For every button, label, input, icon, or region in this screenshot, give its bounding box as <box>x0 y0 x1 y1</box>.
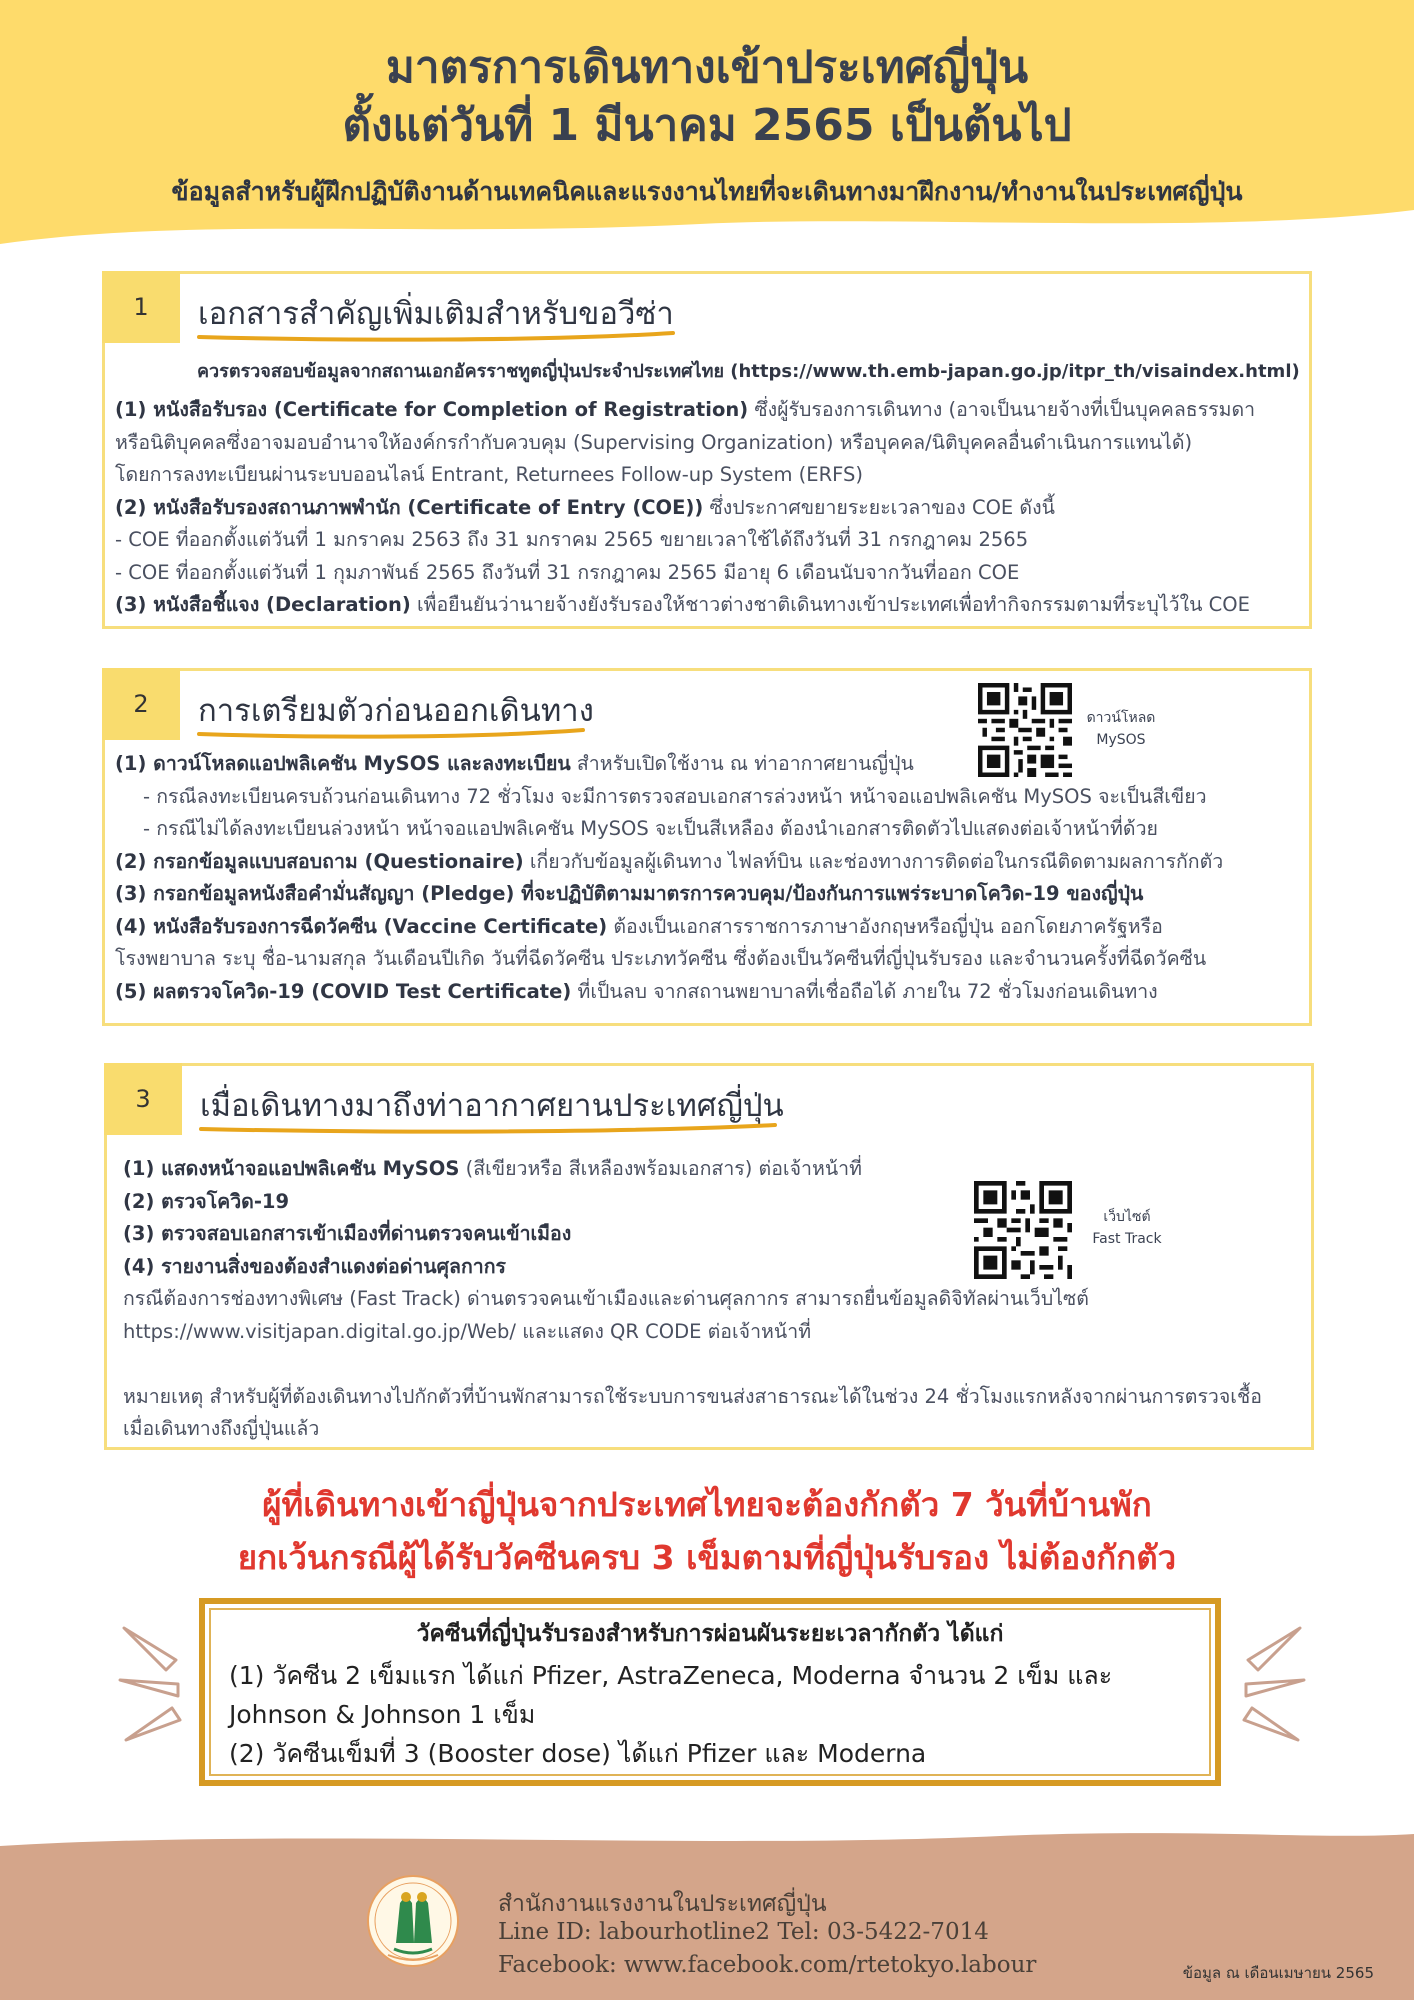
item-vaccine-certificate <box>115 911 1299 944</box>
title-underline <box>197 329 677 343</box>
vaccine-heading: วัคซีนที่ญี่ปุ่นรับรองสำหรับการผ่อนผันระยะเวลากักตัว ได้แก่ <box>416 1621 1004 1647</box>
footer-office-name: สำนักงานแรงงานในประเทศญี่ปุ่น <box>498 1891 827 1917</box>
remark-text: เมื่อเดินทางถึงญี่ปุ่นแล้ว <box>123 1417 320 1440</box>
item-text-line: - COE ที่ออกตั้งแต่วันที่ 1 กุมภาพันธ์ 2565 ถึงวันที่ 31 กรกฎาคม 2565 มีอายุ 6 เดือนนับจากวันที่ออก COE <box>115 560 1020 584</box>
item-heading: (4) หนังสือรับรองการฉีดวัคซีน (Vaccine Certificate) <box>115 914 608 938</box>
item-heading: (2) กรอกข้อมูลแบบสอบถาม (Questionaire) <box>115 849 524 873</box>
item-text: ที่เป็นลบ จากสถานพยาบาลที่เชื่อถือได้ ภายใน 72 ชั่วโมงก่อนเดินทาง <box>571 979 1158 1003</box>
page-title-line1: มาตรการเดินทางเข้าประเทศญี่ปุ่น <box>385 42 1029 93</box>
item-sub-yellow: - กรณีไม่ได้ลงทะเบียนล่วงหน้า หน้าจอแอปพลิเคชัน MySOS จะเป็นสีเหลือง ต้องนำเอกสารติดตัวไปแสดงต่อเจ้าหน้าที่ด้วย <box>143 817 1158 840</box>
item-heading: (3) ตรวจสอบเอกสารเข้าเมืองที่ด่านตรวจคนเข้าเมือง <box>123 1222 572 1245</box>
item-certificate-registration <box>115 394 1299 427</box>
qr-label-line1: ดาวน์โหลด <box>1086 710 1156 726</box>
item-heading: (3) กรอกข้อมูลหนังสือคำมั่นสัญญา (Pledge) ที่จะปฏิบัติตามมาตรการควบคุม/ป้องกันการแพร่ระบาดโควิด-19 ของญี่ปุ่น <box>115 882 1144 905</box>
item-text: ต้องเป็นเอกสารราชการภาษาอังกฤษหรือญี่ปุ่น ออกโดยภาครัฐหรือ <box>607 914 1163 938</box>
item-text-line: โดยการลงทะเบียนผ่านระบบออนไลน์ Entrant, Returnees Follow-up System (ERFS) <box>115 463 863 486</box>
section-title: การเตรียมตัวก่อนออกเดินทาง <box>198 693 594 729</box>
item-heading: (1) หนังสือรับรอง (Certificate for Completion of Registration) <box>115 398 749 421</box>
page-subtitle: ข้อมูลสำหรับผู้ฝึกปฏิบัติงานด้านเทคนิคและแรงงานไทยที่จะเดินทางมาฝึกงาน/ทำงานในประเทศญี่ปุ่น <box>171 177 1243 206</box>
item-text-line: หรือนิติบุคคลซึ่งอาจมอบอำนาจให้องค์กรกำกับควบคุม (Supervising Organization) หรือบุคคล/นิติบุคคลอื่นดำเนินการแทนได้) <box>115 430 1193 454</box>
item-heading: (4) รายงานสิ่งของต้องสำแดงต่อด่านศุลกากร <box>123 1254 507 1278</box>
item-declaration <box>115 589 1299 622</box>
item-covid-check <box>123 1186 1301 1219</box>
section-body <box>115 748 1299 1008</box>
item-text: (สีเขียวหรือ สีเหลืองพร้อมเอกสาร) ต่อเจ้าหน้าที่ <box>459 1157 862 1180</box>
item-download-mysos <box>115 748 1299 781</box>
item-sub-green: - กรณีลงทะเบียนครบถ้วนก่อนเดินทาง 72 ชั่วโมง จะมีการตรวจสอบเอกสารล่วงหน้า หน้าจอแอปพลิเคชัน MySOS จะเป็นสีเขียว <box>143 784 1207 808</box>
item-text: เกี่ยวกับข้อมูลผู้เดินทาง ไฟลท์บิน และช่องทางการติดต่อในกรณีติดตามผลการกักตัว <box>523 849 1224 873</box>
item-heading: (2) หนังสือรับรองสถานภาพพำนัก (Certificate of Entry (COE)) <box>115 495 704 519</box>
mysos-qr-label <box>1086 707 1156 751</box>
section-visa-documents <box>102 271 1312 629</box>
item-text: ซึ่งประกาศขยายระยะเวลาของ COE ดังนี้ <box>703 495 1055 519</box>
item-covid-test <box>115 976 1299 1009</box>
item-text-line: โรงพยาบาล ระบุ ชื่อ-นามสกุล วันเดือนปีเกิด วันที่ฉีดวัคซีน ประเภทวัคซีน ซึ่งต้องเป็นวัคซีนที่ญี่ปุ่นรับรอง และจำนวนครั้งที่ฉีดวัคซีน <box>115 947 1207 970</box>
qr-label-line1: เว็บไซต์ <box>1103 1209 1151 1225</box>
vaccine-line: (2) วัคซีนเข็มที่ 3 (Booster dose) ได้แก่ Pfizer และ Moderna <box>229 1739 927 1768</box>
quarantine-notice-line1: ผู้ที่เดินทางเข้าญี่ปุ่นจากประเทศไทยจะต้องกักตัว 7 วันที่บ้านพัก <box>262 1485 1152 1524</box>
burst-decoration-left <box>118 1622 204 1752</box>
section-number: 2 <box>102 668 180 740</box>
item-pledge <box>115 878 1299 911</box>
quarantine-notice-line2: ยกเว้นกรณีผู้ได้รับวัคซีนครบ 3 เข็มตามที่ญี่ปุ่นรับรอง ไม่ต้องกักตัว <box>237 1538 1177 1577</box>
footer-date-note: ข้อมูล ณ เดือนเมษายน 2565 <box>1182 1964 1374 1982</box>
item-heading: (1) แสดงหน้าจอแอปพลิเคชัน MySOS <box>123 1157 460 1180</box>
section-arrival <box>104 1063 1314 1450</box>
section-preparation <box>102 668 1312 1026</box>
embassy-note: ควรตรวจสอบข้อมูลจากสถานเอกอัครราชทูตญี่ปุ่นประจำประเทศไทย (https://www.th.emb-japan.go.jp/itpr_th/visaindex.html) <box>197 361 1300 382</box>
item-text: สำหรับเปิดใช้งาน ณ ท่าอากาศยานญี่ปุ่น <box>570 752 914 775</box>
section-number: 1 <box>102 271 180 343</box>
vaccine-list-box <box>199 1598 1221 1786</box>
item-show-mysos <box>123 1153 1301 1186</box>
qr-label-line2: Fast Track <box>1092 1231 1162 1247</box>
item-coe <box>115 492 1299 525</box>
footer-contact: Line ID: labourhotline2 Tel: 03-5422-7014 <box>498 1919 989 1945</box>
title-underline <box>199 1121 779 1135</box>
department-seal-icon <box>366 1873 460 1969</box>
vaccine-line: (1) วัคซีน 2 เข็มแรก ได้แก่ Pfizer, AstraZeneca, Moderna จำนวน 2 เข็ม และ <box>229 1661 1113 1690</box>
item-heading: (3) หนังสือชี้แจง (Declaration) <box>115 593 411 616</box>
item-questionnaire <box>115 846 1299 879</box>
section-number: 3 <box>104 1063 182 1135</box>
title-underline <box>197 726 587 740</box>
item-text-line: - COE ที่ออกตั้งแต่วันที่ 1 มกราคม 2563 ถึง 31 มกราคม 2565 ขยายเวลาใช้ได้ถึงวันที่ 31 กรกฎาคม 2565 <box>115 528 1029 551</box>
vaccine-line: Johnson & Johnson 1 เข็ม <box>229 1700 536 1729</box>
item-text: เพื่อยืนยันว่านายจ้างยังรับรองให้ชาวต่างชาติเดินทางเข้าประเทศเพื่อทำกิจกรรมตามที่ระบุไว้ใน COE <box>410 593 1250 616</box>
item-heading: (5) ผลตรวจโควิด-19 (COVID Test Certificate) <box>115 979 572 1003</box>
section-body <box>123 1153 1301 1446</box>
footer-facebook[interactable]: Facebook: www.facebook.com/rtetokyo.labour <box>498 1952 1037 1978</box>
qr-label-line2: MySOS <box>1096 732 1146 748</box>
item-heading: (1) ดาวน์โหลดแอปพลิเคชัน MySOS และลงทะเบียน <box>115 752 571 775</box>
item-heading: (2) ตรวจโควิด-19 <box>123 1189 290 1213</box>
item-customs <box>123 1251 1301 1284</box>
burst-decoration-right <box>1220 1622 1306 1752</box>
fast-track-text: กรณีต้องการช่องทางพิเศษ (Fast Track) ด่านตรวจคนเข้าเมืองและด่านศุลกากร สามารถยื่นข้อมูลดิจิทัลผ่านเว็บไซต์ <box>123 1287 1089 1310</box>
item-text: ซึ่งผู้รับรองการเดินทาง (อาจเป็นนายจ้างที่เป็นบุคคลธรรมดา <box>748 398 1256 421</box>
section-body <box>115 394 1299 622</box>
fast-track-link[interactable]: https://www.visitjapan.digital.go.jp/Web/ และแสดง QR CODE ต่อเจ้าหน้าที่ <box>123 1319 812 1343</box>
spacer <box>123 1348 1301 1381</box>
section-title: เอกสารสำคัญเพิ่มเติมสำหรับขอวีซ่า <box>198 296 674 332</box>
remark-text: หมายเหตุ สำหรับผู้ที่ต้องเดินทางไปกักตัวที่บ้านพักสามารถใช้ระบบการขนส่งสาธารณะได้ในช่วง 24 ชั่วโมงแรกหลังจากผ่านการตรวจเชื้อ <box>123 1384 1262 1408</box>
item-immigration <box>123 1218 1301 1251</box>
page-title-line2: ตั้งแต่วันที่ 1 มีนาคม 2565 เป็นต้นไป <box>342 100 1072 151</box>
section-title: เมื่อเดินทางมาถึงท่าอากาศยานประเทศญี่ปุ่น <box>200 1088 784 1124</box>
